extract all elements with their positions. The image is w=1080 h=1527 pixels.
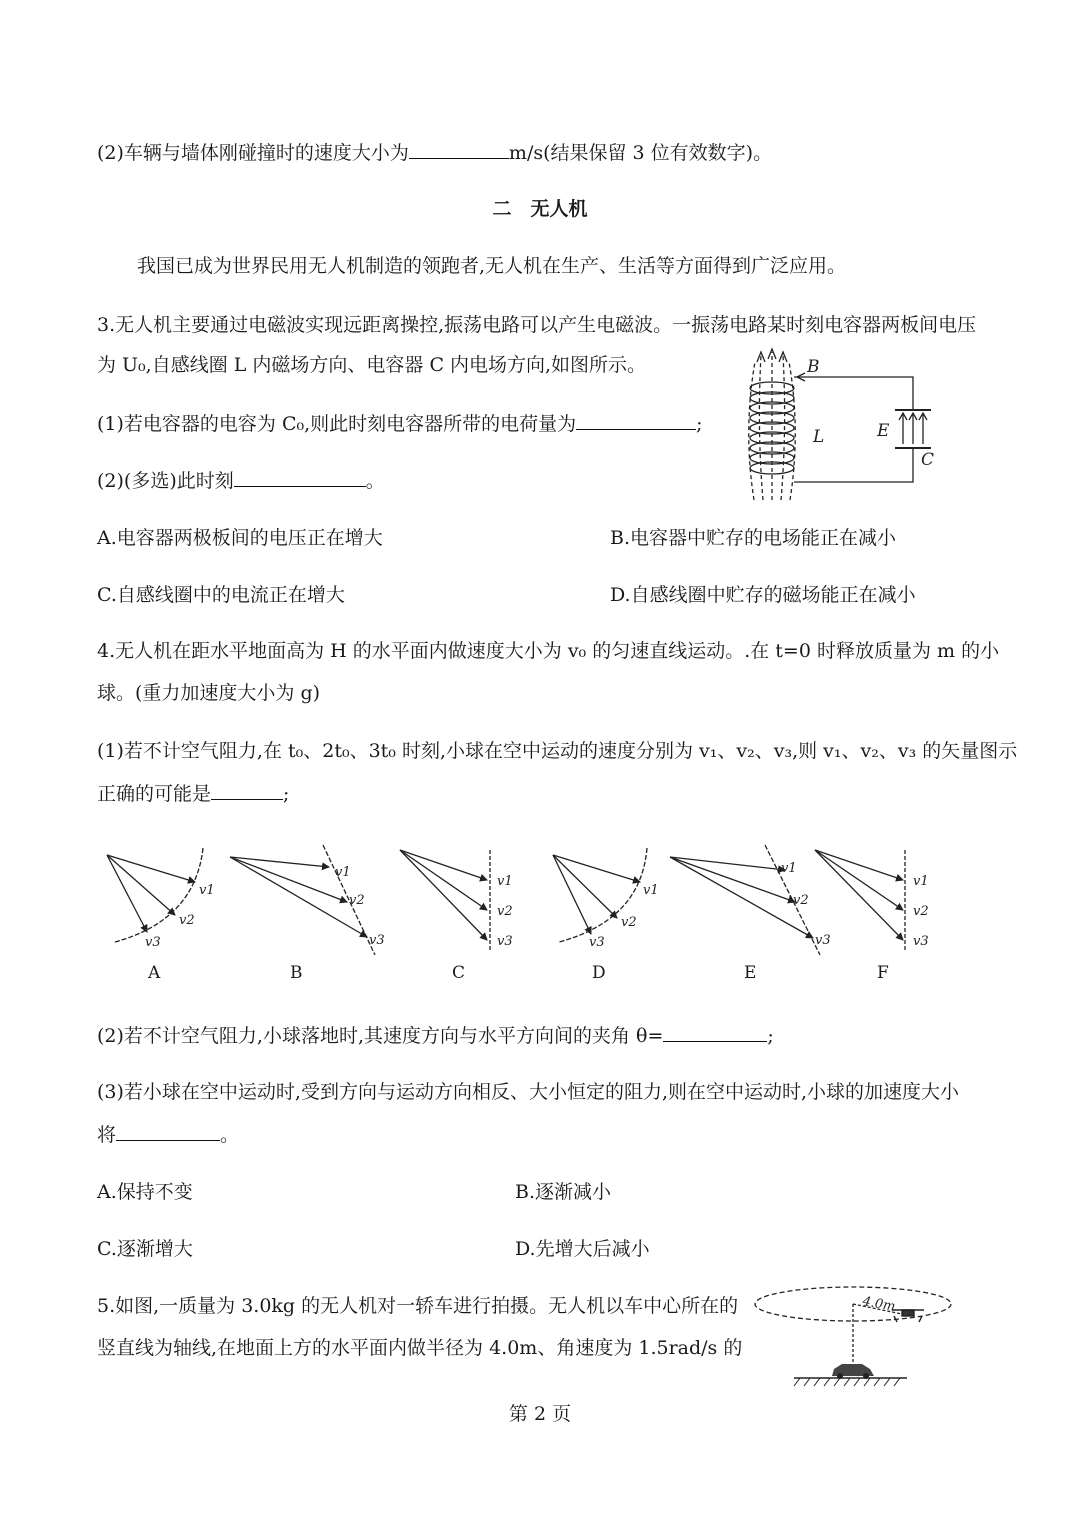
section-title: 二 无人机 [492, 198, 588, 220]
vector-figure-c [400, 850, 490, 952]
q3-stem-line2: 为 U₀,自感线圈 L 内磁场方向、电容器 C 内电场方向,如图所示。 [97, 354, 647, 376]
vector-label: v3 [913, 934, 929, 949]
page-number: 第 2 页 [508, 1403, 572, 1425]
q4-option-d[interactable]: D.先增大后减小 [515, 1238, 650, 1260]
figure-label-f[interactable]: F [877, 963, 889, 983]
vector-label: v1 [199, 883, 215, 898]
vector-label: v1 [497, 874, 513, 889]
capacitor-label-c: C [921, 450, 935, 470]
radius-label: 4.0m [861, 1294, 897, 1315]
q4-option-c[interactable]: C.逐渐增大 [97, 1238, 193, 1260]
q4-part1-line2 [97, 781, 289, 806]
q5-stem-line2: 竖直线为轴线,在地面上方的水平面内做半径为 4.0m、角速度为 1.5rad/s 的 [97, 1337, 743, 1359]
q4-part2-text: (2)若不计空气阻力,小球落地时,其速度方向与水平方向间的夹角 θ= [97, 1025, 664, 1047]
q2-part2-after: m/s(结果保留 3 位有效数字)。 [508, 142, 773, 164]
vector-figures-row [95, 840, 985, 955]
vector-label: v1 [781, 861, 797, 876]
q3-option-a[interactable]: A.电容器两极板间的电压正在增大 [97, 527, 383, 549]
q2-part2-text: (2)车辆与墙体刚碰撞时的速度大小为 [97, 142, 409, 164]
figure-label-e[interactable]: E [744, 963, 757, 983]
vector-label: v2 [913, 904, 929, 919]
vector-label: v2 [621, 915, 637, 930]
field-label-e: E [877, 421, 890, 441]
lc-circuit-figure [735, 340, 935, 505]
q4-part2-after: ; [767, 1025, 774, 1047]
q4-stem-line2: 球。(重力加速度大小为 g) [97, 682, 321, 704]
vector-label: v3 [815, 933, 831, 948]
q2-part2-line [97, 140, 772, 165]
q4-part3-line2 [97, 1122, 239, 1147]
figure-label-a[interactable]: A [148, 963, 161, 983]
q3-part1-line [97, 411, 703, 436]
answer-blank[interactable] [663, 1023, 767, 1042]
car-icon [832, 1364, 874, 1379]
q4-part3-after: 。 [220, 1124, 240, 1146]
q3-part2-line [97, 468, 385, 493]
q3-option-d[interactable]: D.自感线圈中贮存的磁场能正在减小 [610, 584, 916, 606]
vector-label: v1 [643, 883, 659, 898]
vector-label: v2 [179, 913, 195, 928]
q5-stem-line1: 5.如图,一质量为 3.0kg 的无人机对一轿车进行拍摄。无人机以车中心所在的 [97, 1295, 739, 1317]
answer-blank[interactable] [576, 411, 696, 430]
answer-blank[interactable] [234, 468, 366, 487]
q3-option-c[interactable]: C.自感线圈中的电流正在增大 [97, 584, 345, 606]
q3-part1-after: ; [696, 413, 703, 435]
answer-blank[interactable] [211, 781, 283, 800]
q3-part2-after: 。 [365, 470, 385, 492]
q4-part1-after: ; [283, 783, 290, 805]
vector-label: v3 [497, 934, 513, 949]
q4-part2-line [97, 1023, 774, 1048]
vector-label: v2 [349, 893, 365, 908]
section-intro: 我国已成为世界民用无人机制造的领跑者,无人机在生产、生活等方面得到广泛应用。 [137, 255, 847, 277]
figure-label-b[interactable]: B [290, 963, 303, 983]
q4-part1-line1: (1)若不计空气阻力,在 t₀、2t₀、3t₀ 时刻,小球在空中运动的速度分别为 v₁、v₂、v₃,则 v₁、v₂、v₃ 的矢量图示 [97, 740, 1018, 762]
vector-label: v1 [913, 874, 929, 889]
q4-option-a[interactable]: A.保持不变 [97, 1181, 193, 1203]
vector-label: v1 [335, 865, 351, 880]
drone-orbit-figure [752, 1280, 962, 1390]
figure-label-c[interactable]: C [452, 963, 466, 983]
q4-part3-line1: (3)若小球在空中运动时,受到方向与运动方向相反、大小恒定的阻力,则在空中运动时,小球的加速度大小 [97, 1081, 960, 1103]
vector-label: v3 [369, 933, 385, 948]
field-label-b: B [807, 357, 820, 377]
q3-stem-line1: 3.无人机主要通过电磁波实现远距离操控,振荡电路可以产生电磁波。一振荡电路某时刻电容器两板间电压 [97, 314, 977, 336]
vector-label: v3 [145, 935, 161, 950]
vector-label: v2 [793, 893, 809, 908]
coil-label-l: L [813, 427, 825, 447]
q3-part1-text: (1)若电容器的电容为 C₀,则此时刻电容器所带的电荷量为 [97, 413, 577, 435]
q3-option-b[interactable]: B.电容器中贮存的电场能正在减小 [610, 527, 897, 549]
answer-blank[interactable] [409, 140, 509, 159]
figure-label-d[interactable]: D [592, 963, 606, 983]
q4-option-b[interactable]: B.逐渐减小 [515, 1181, 612, 1203]
vector-label: v2 [497, 904, 513, 919]
q3-part2-text: (2)(多选)此时刻 [97, 470, 234, 492]
q4-part3-text: 将 [97, 1124, 117, 1146]
q4-stem-line1: 4.无人机在距水平地面高为 H 的水平面内做速度大小为 v₀ 的匀速直线运动。.在 t=0 时释放质量为 m 的小 [97, 640, 1000, 662]
answer-blank[interactable] [116, 1122, 220, 1141]
vector-label: v3 [589, 935, 605, 950]
q4-part1-text: 正确的可能是 [97, 783, 212, 805]
